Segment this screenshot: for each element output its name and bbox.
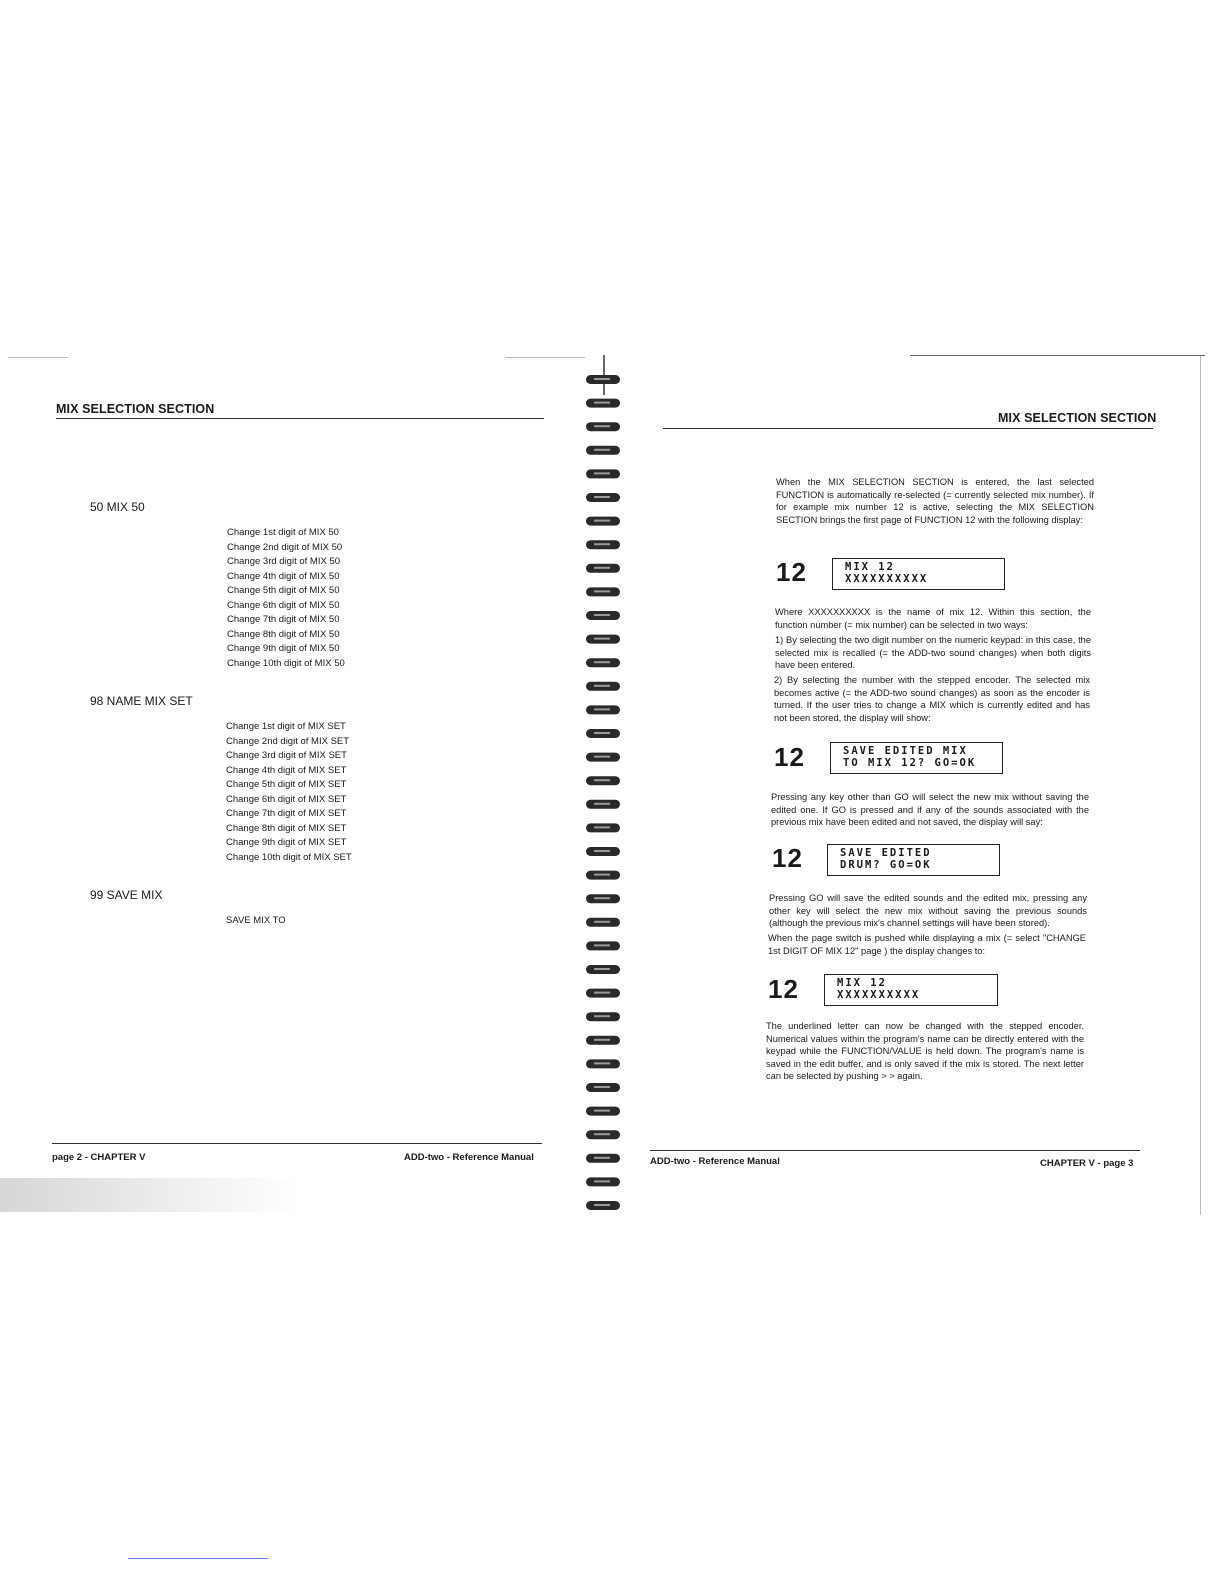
list-item: Change 3rd digit of MIX SET xyxy=(226,750,347,761)
display-1-number: 12 xyxy=(776,557,807,587)
lcd-line-2: TO MIX 12? GO=OK xyxy=(843,757,977,769)
spiral-coil-highlight xyxy=(594,708,610,710)
save-mix-list xyxy=(226,914,286,929)
list-item: Change 9th digit of MIX 50 xyxy=(227,643,340,654)
display-3-number: 12 xyxy=(772,843,803,873)
spiral-coil-highlight xyxy=(594,1110,610,1112)
spiral-coil-highlight xyxy=(594,779,610,781)
spiral-coil-highlight xyxy=(594,968,610,970)
list-item: Change 9th digit of MIX SET xyxy=(226,837,347,848)
list-item: Change 8th digit of MIX 50 xyxy=(227,628,340,640)
spiral-coil-highlight xyxy=(594,1039,610,1041)
left-header-rule xyxy=(56,418,544,419)
spiral-coil-highlight xyxy=(594,496,610,498)
spiral-coil-highlight xyxy=(594,1062,610,1064)
lcd-line-1: MIX 12 xyxy=(837,977,887,989)
section-title-mix-50: 50 MIX 50 xyxy=(90,500,145,514)
spiral-coil-highlight xyxy=(594,1133,610,1135)
spiral-coil-highlight xyxy=(594,661,610,663)
list-item: Change 1st digit of MIX SET xyxy=(226,721,346,732)
keypad-method-paragraph: 1) By selecting the two digit number on the numeric keypad: in this case, the selected mix is recalled (= the ADD-two sound changes) when both digits have been entered. xyxy=(775,635,1091,671)
top-scan-line-left xyxy=(8,357,68,358)
intro-paragraph: When the MIX SELECTION SECTION is entered, the last selected FUNCTION is automatically re-selected (= currently selected mix number). If for example mix number 12 is active, selecting the MIX SELECTION SECTION brings the first page of FUNCTION 12 with the following display: xyxy=(776,477,1094,525)
display-2-number: 12 xyxy=(774,742,805,772)
scan-shadow-bottom-left xyxy=(0,1178,300,1212)
right-page-header: MIX SELECTION SECTION xyxy=(998,411,1157,425)
right-footer-rule xyxy=(650,1150,1140,1151)
spiral-coil-highlight xyxy=(594,803,610,805)
spiral-coil-highlight xyxy=(594,402,610,404)
spiral-coil-highlight xyxy=(594,1086,610,1088)
spiral-coil-highlight xyxy=(594,1204,610,1206)
mix-50-digit-list xyxy=(227,526,345,671)
top-scan-line-right xyxy=(910,355,1205,356)
list-item: Change 6th digit of MIX 50 xyxy=(227,599,340,611)
left-footer-title: ADD-two - Reference Manual xyxy=(404,1152,534,1163)
spiral-coil-highlight xyxy=(594,944,610,946)
list-item: Change 4th digit of MIX SET xyxy=(226,764,347,776)
left-footer-rule xyxy=(52,1143,542,1144)
spiral-coil-highlight xyxy=(594,1180,610,1182)
lcd-display-1 xyxy=(832,558,1005,590)
list-item: Change 10th digit of MIX 50 xyxy=(227,657,345,669)
spiral-coil-highlight xyxy=(594,449,610,451)
list-item: Change 1st digit of MIX 50 xyxy=(227,527,339,538)
display-4-number: 12 xyxy=(768,974,799,1004)
save-drum-paragraph: Pressing GO will save the edited sounds and the edited mix, pressing any other key will select the new mix without saving the previous sounds (although the previous mix's channel settings will have been stored). xyxy=(769,893,1087,929)
lcd-line-1: SAVE EDITED xyxy=(840,847,932,859)
spiral-coil-highlight xyxy=(594,567,610,569)
lcd-display-2 xyxy=(830,742,1003,774)
list-item: Change 2nd digit of MIX 50 xyxy=(227,541,343,553)
spiral-coil-highlight xyxy=(594,921,610,923)
spiral-coil-highlight xyxy=(594,543,610,545)
list-item: Change 3rd digit of MIX 50 xyxy=(227,556,341,567)
right-footer-title: ADD-two - Reference Manual xyxy=(650,1156,780,1167)
left-page-header: MIX SELECTION SECTION xyxy=(56,402,215,416)
spiral-binding xyxy=(570,355,630,1215)
lcd-line-1: MIX 12 xyxy=(845,561,895,573)
mix-set-digit-list xyxy=(226,720,352,865)
list-item: Change 5th digit of MIX SET xyxy=(226,779,347,790)
save-mix-paragraph: Pressing any key other than GO will select the new mix without saving the edited one. If GO is pressed and if any of the sounds associated with the previous mix have been edited and not saved, the display will say: xyxy=(771,792,1089,828)
list-item: Change 10th digit of MIX SET xyxy=(226,851,352,863)
left-footer-page: page 2 - CHAPTER V xyxy=(52,1152,146,1163)
lcd-display-4 xyxy=(824,974,998,1006)
spiral-coil-highlight xyxy=(594,378,610,380)
lcd-display-3 xyxy=(827,844,1000,876)
spiral-coil-highlight xyxy=(594,1157,610,1159)
list-item: Change 8th digit of MIX SET xyxy=(226,822,347,834)
spiral-coil-highlight xyxy=(594,874,610,876)
spiral-coil-highlight xyxy=(594,425,610,427)
spiral-coil-highlight xyxy=(594,472,610,474)
right-footer-page: CHAPTER V - page 3 xyxy=(1040,1158,1134,1169)
list-item: Change 6th digit of MIX SET xyxy=(226,793,347,805)
list-item: Change 2nd digit of MIX SET xyxy=(226,735,350,747)
spiral-coil-highlight xyxy=(594,756,610,758)
lcd-line-2: XXXXXXXXXX xyxy=(837,989,921,1001)
selection-paragraph: Where XXXXXXXXXX is the name of mix 12. Within this section, the function number (= mix number) can be selected in two ways: xyxy=(775,607,1091,630)
spiral-coil-highlight xyxy=(594,590,610,592)
spiral-coil-highlight xyxy=(594,897,610,899)
name-edit-paragraph: The underlined letter can now be changed with the stepped encoder. Numerical values within the program's name can be directly entered with the keypad while the FUNCTION/VALUE is held down. The program's name is saved in the edit buffer, and is only saved if the mix is stored. The next letter can be selected by pushing > > again. xyxy=(766,1021,1084,1082)
lcd-line-2: XXXXXXXXXX xyxy=(845,573,929,585)
list-item: SAVE MIX TO xyxy=(226,915,286,926)
list-item: Change 7th digit of MIX 50 xyxy=(227,614,340,625)
underline-artifact xyxy=(128,1558,268,1559)
list-item: Change 4th digit of MIX 50 xyxy=(227,570,340,582)
spiral-coil-highlight xyxy=(594,1015,610,1017)
spiral-coil-highlight xyxy=(594,614,610,616)
list-item: Change 5th digit of MIX 50 xyxy=(227,585,340,596)
lcd-line-1: SAVE EDITED MIX xyxy=(843,745,968,757)
spiral-coil-highlight xyxy=(594,685,610,687)
encoder-method-paragraph: 2) By selecting the number with the stepped encoder. The selected mix becomes active (= the ADD-two sound changes) as soon as the encoder is turned. If the user tries to change a MIX which is currently edited and has not been stored, the display will show: xyxy=(774,675,1090,723)
right-header-rule xyxy=(663,428,1153,429)
spiral-coil-highlight xyxy=(594,638,610,640)
section-title-name-mix-set: 98 NAME MIX SET xyxy=(90,694,193,708)
page-switch-paragraph: When the page switch is pushed while displaying a mix (= select "CHANGE 1st DIGIT OF MIX 12" page ) the display changes to: xyxy=(768,933,1086,956)
spiral-coil-highlight xyxy=(594,826,610,828)
spiral-coil-highlight xyxy=(594,732,610,734)
spiral-coil-highlight xyxy=(594,520,610,522)
list-item: Change 7th digit of MIX SET xyxy=(226,808,347,819)
section-title-save-mix: 99 SAVE MIX xyxy=(90,888,163,902)
lcd-line-2: DRUM? GO=OK xyxy=(840,859,932,871)
spiral-coil-highlight xyxy=(594,992,610,994)
spiral-coil-highlight xyxy=(594,850,610,852)
scan-edge-right xyxy=(1200,355,1209,1215)
